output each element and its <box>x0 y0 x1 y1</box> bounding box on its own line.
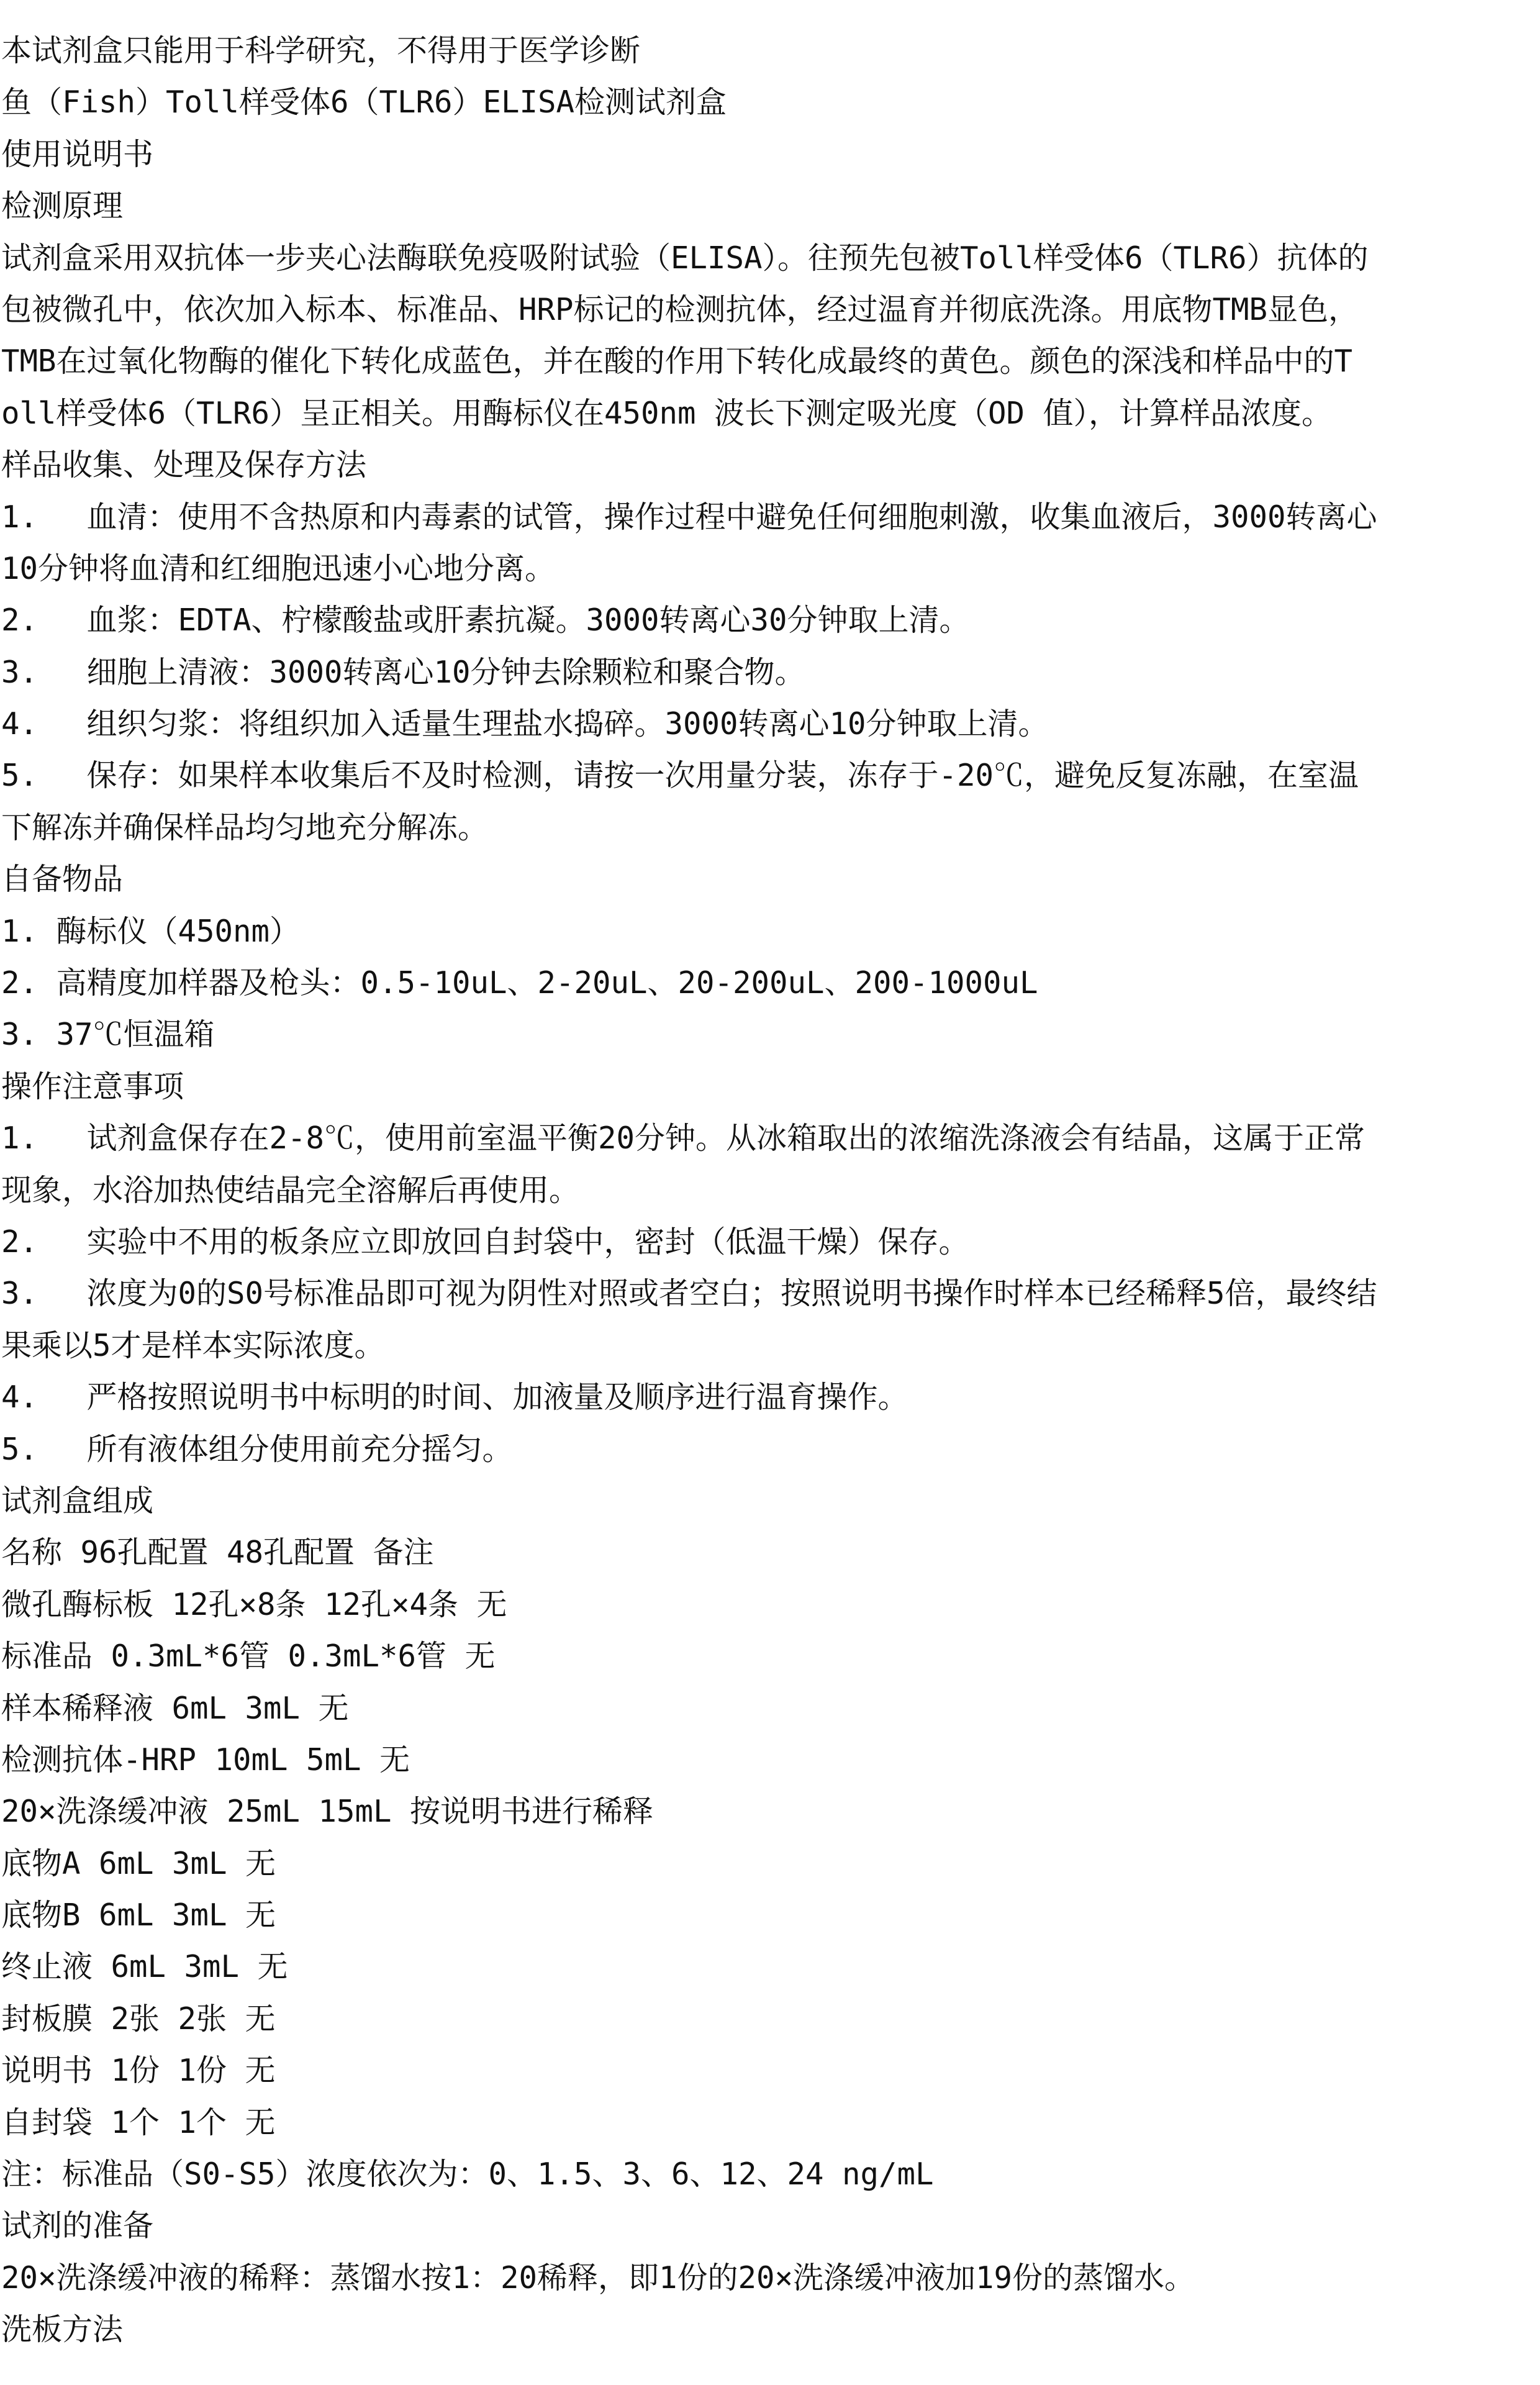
kit-table-row: 检测抗体-HRP 10mL 5mL 无 <box>1 1742 410 1778</box>
text-line: 果乘以5才是样本实际浓度。 <box>1 1327 385 1363</box>
text-line: 2. 实验中不用的板条应立即放回自封袋中，密封（低温干燥）保存。 <box>1 1224 969 1260</box>
text-line: 5. 保存：如果样本收集后不及时检测，请按一次用量分装，冻存于-20℃，避免反复冻融，在室温 <box>1 758 1359 794</box>
text-line: 包被微孔中，依次加入标本、标准品、HRP标记的检测抗体，经过温育并彻底洗涤。用底物TMB显色， <box>1 291 1359 327</box>
kit-table-row: 标准品 0.3mL*6管 0.3mL*6管 无 <box>1 1638 496 1674</box>
kit-table-row: 20×洗涤缓冲液 25mL 15mL 按说明书进行稀释 <box>1 1794 654 1830</box>
text-line: 使用说明书 <box>1 136 154 172</box>
text-line: 3. 细胞上清液：3000转离心10分钟去除颗粒和聚合物。 <box>1 654 805 690</box>
section-heading: 操作注意事项 <box>1 1068 184 1104</box>
text-line: 5. 所有液体组分使用前充分摇匀。 <box>1 1431 513 1467</box>
text-line: 4. 组织匀浆：将组织加入适量生理盐水捣碎。3000转离心10分钟取上清。 <box>1 706 1049 742</box>
kit-table-row: 底物B 6mL 3mL 无 <box>1 1897 276 1933</box>
section-heading: 试剂的准备 <box>1 2208 154 2244</box>
text-line: 本试剂盒只能用于科学研究，不得用于医学诊断 <box>1 33 641 68</box>
kit-table-row: 底物A 6mL 3mL 无 <box>1 1845 276 1881</box>
text-line: oll样受体6（TLR6）呈正相关。用酶标仪在450nm 波长下测定吸光度（OD 值），计算样品浓度。 <box>1 395 1333 431</box>
text-line: 鱼（Fish）Toll样受体6（TLR6）ELISA检测试剂盒 <box>1 84 727 120</box>
text-line: 3. 37℃恒温箱 <box>1 1017 215 1053</box>
text-line: 3. 浓度为0的S0号标准品即可视为阴性对照或者空白；按照说明书操作时样本已经稀释5倍，最终结 <box>1 1276 1377 1312</box>
text-line: 1. 酶标仪（450nm） <box>1 913 301 949</box>
section-heading: 洗板方法 <box>1 2312 124 2348</box>
text-line: 20×洗涤缓冲液的稀释：蒸馏水按1：20稀释，即1份的20×洗涤缓冲液加19份的蒸馏水。 <box>1 2260 1195 2296</box>
text-line: 1. 试剂盒保存在2-8℃，使用前室温平衡20分钟。从冰箱取出的浓缩洗涤液会有结晶，这属于正常 <box>1 1120 1366 1156</box>
text-line: 注：标准品（S0-S5）浓度依次为：0、1.5、3、6、12、24 ng/mL <box>1 2156 934 2192</box>
section-heading: 样品收集、处理及保存方法 <box>1 447 367 483</box>
text-line: TMB在过氧化物酶的催化下转化成蓝色，并在酸的作用下转化成最终的黄色。颜色的深浅和样品中的T <box>1 343 1353 379</box>
kit-table-row: 说明书 1份 1份 无 <box>1 2053 276 2089</box>
text-line: 现象，水浴加热使结晶完全溶解后再使用。 <box>1 1172 580 1208</box>
text-line: 10分钟将血清和红细胞迅速小心地分离。 <box>1 550 556 586</box>
section-heading: 自备物品 <box>1 861 124 897</box>
kit-table-row: 自封袋 1个 1个 无 <box>1 2104 276 2140</box>
text-line: 1. 血清：使用不含热原和内毒素的试管，操作过程中避免任何细胞刺激，收集血液后，3000转离心 <box>1 499 1377 535</box>
text-line: 2. 高精度加样器及枪头：0.5-10uL、2-20uL、20-200uL、200-1000uL <box>1 965 1038 1001</box>
text-line: 4. 严格按照说明书中标明的时间、加液量及顺序进行温育操作。 <box>1 1379 908 1415</box>
section-heading: 检测原理 <box>1 188 124 224</box>
text-line: 2. 血浆：EDTA、柠檬酸盐或肝素抗凝。3000转离心30分钟取上清。 <box>1 602 970 638</box>
kit-table-row: 终止液 6mL 3mL 无 <box>1 1949 288 1985</box>
kit-table-row: 样本稀释液 6mL 3mL 无 <box>1 1690 349 1726</box>
kit-table-row: 微孔酶标板 12孔×8条 12孔×4条 无 <box>1 1586 507 1622</box>
kit-table-row: 封板膜 2张 2张 无 <box>1 2001 276 2037</box>
text-line: 试剂盒采用双抗体一步夹心法酶联免疫吸附试验（ELISA）。往预先包被Toll样受体6（TLR6）抗体的 <box>1 240 1369 276</box>
kit-table-header: 名称 96孔配置 48孔配置 备注 <box>1 1535 434 1571</box>
text-line: 下解冻并确保样品均匀地充分解冻。 <box>1 809 489 845</box>
section-heading: 试剂盒组成 <box>1 1483 154 1519</box>
